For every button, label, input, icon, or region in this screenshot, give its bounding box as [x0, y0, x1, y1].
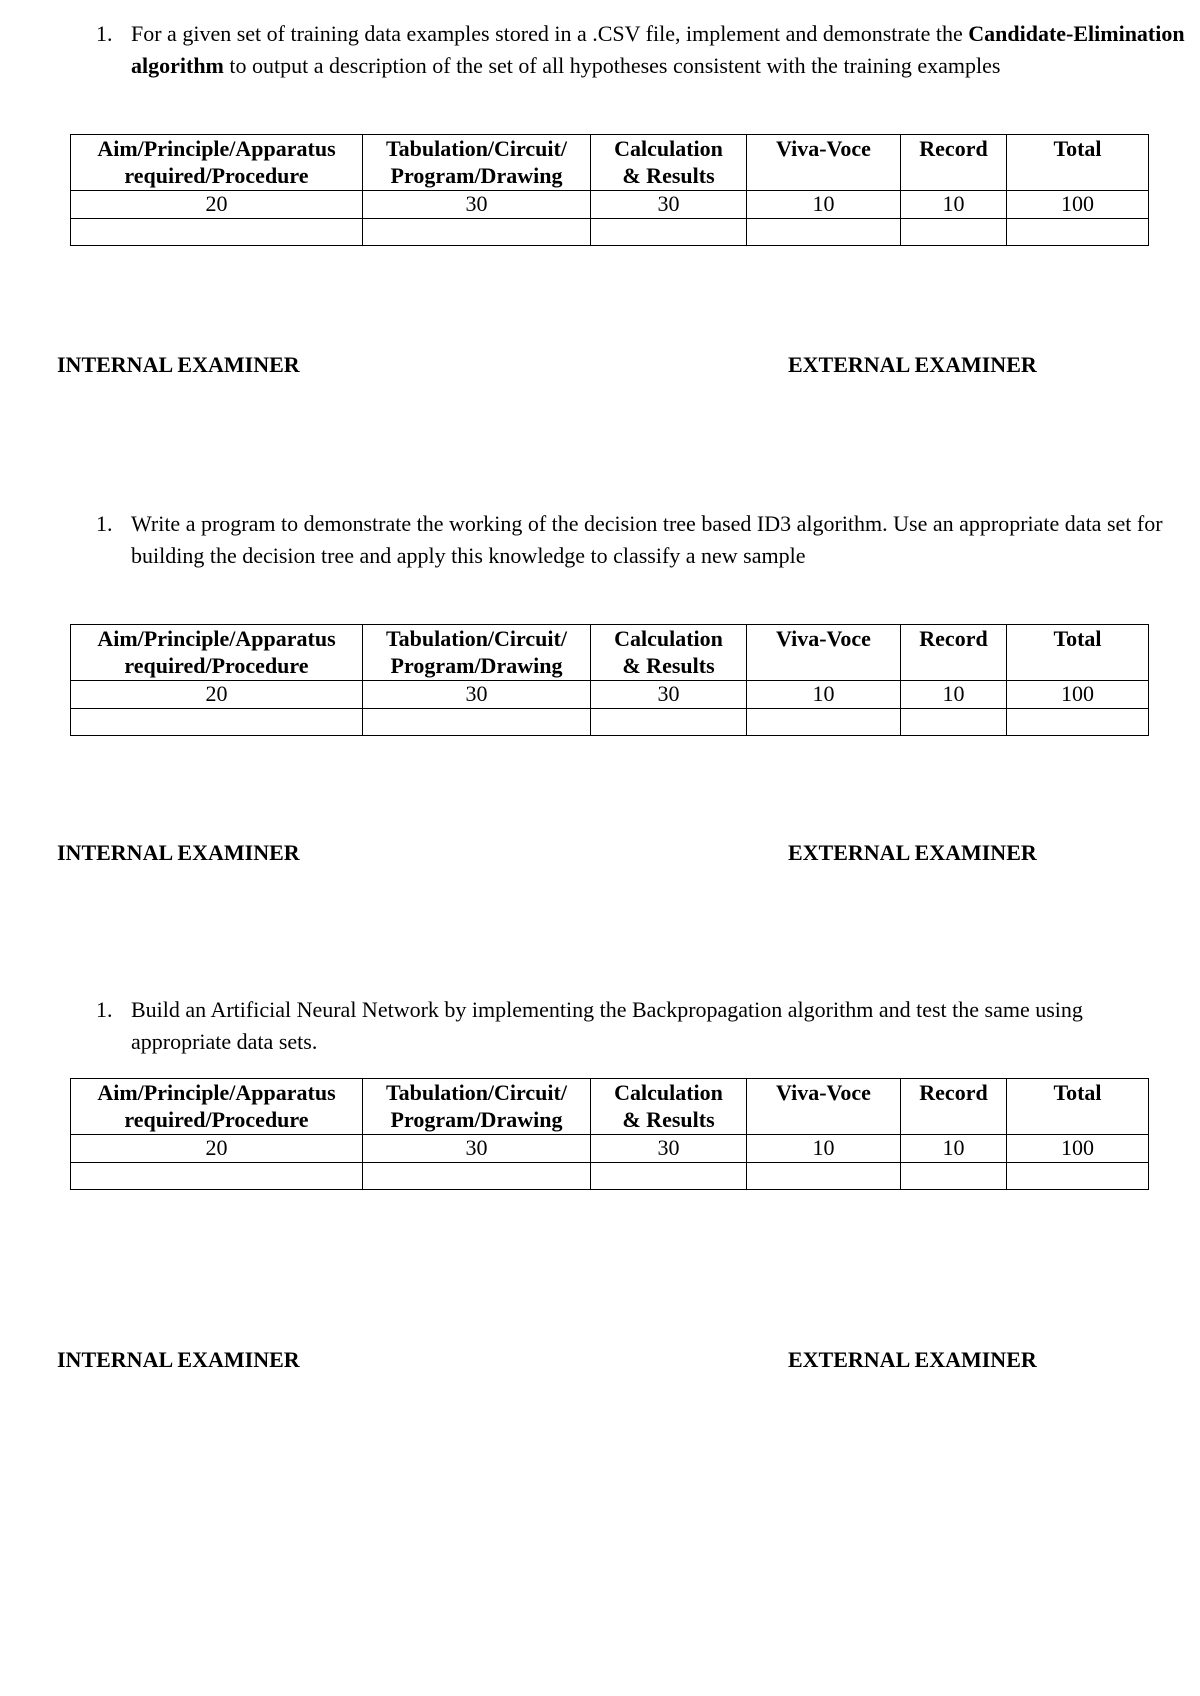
table-max-marks-row — [71, 681, 1149, 709]
header-cell: Total — [1007, 625, 1149, 681]
question-number: 1. — [96, 21, 113, 46]
internal-examiner-label: INTERNAL EXAMINER — [57, 840, 300, 865]
table-cell: 30 — [363, 681, 591, 709]
table-blank-row — [71, 1163, 1149, 1190]
question-text — [131, 18, 1186, 82]
table-cell: 10 — [747, 1135, 901, 1163]
table-cell — [363, 709, 591, 736]
table-cell: 30 — [363, 1135, 591, 1163]
table-header-row — [71, 1079, 1149, 1135]
header-cell: Calculation & Results — [591, 1079, 747, 1135]
table-cell — [1007, 709, 1149, 736]
table-cell — [901, 1163, 1007, 1190]
table-blank-row — [71, 219, 1149, 246]
table-cell: 10 — [901, 1135, 1007, 1163]
header-cell: Record — [901, 1079, 1007, 1135]
table-header-row — [71, 625, 1149, 681]
header-cell: Viva-Voce — [747, 1079, 901, 1135]
table-cell — [363, 219, 591, 246]
table-header-row — [71, 135, 1149, 191]
question-number: 1. — [96, 511, 113, 536]
question-number: 1. — [96, 997, 113, 1022]
table-cell: 100 — [1007, 191, 1149, 219]
question-text: Write a program to demonstrate the working of the decision tree based ID3 algorithm. Use an appropriate data set for building the decision tree and apply this knowledge to classify a new sample — [131, 511, 1163, 568]
table-cell: 10 — [901, 681, 1007, 709]
header-cell: Aim/Principle/Apparatus required/Procedure — [71, 1079, 363, 1135]
header-cell: Viva-Voce — [747, 135, 901, 191]
table-cell: 10 — [901, 191, 1007, 219]
table-cell — [747, 709, 901, 736]
marks-table — [70, 134, 1149, 246]
internal-examiner-label: INTERNAL EXAMINER — [57, 1347, 300, 1372]
internal-examiner-label: INTERNAL EXAMINER — [57, 352, 300, 377]
external-examiner-label: EXTERNAL EXAMINER — [788, 1347, 1037, 1372]
question-text-plain: For a given set of training data examples stored in a .CSV file, implement and demonstrate the — [131, 21, 969, 46]
question-text-rest: to output a description of the set of all hypotheses consistent with the training examples — [223, 53, 1001, 78]
table-cell: 30 — [363, 191, 591, 219]
external-examiner-label: EXTERNAL EXAMINER — [788, 352, 1037, 377]
marks-table — [70, 624, 1149, 736]
table-cell — [363, 1163, 591, 1190]
table-cell: 10 — [747, 681, 901, 709]
header-cell: Total — [1007, 1079, 1149, 1135]
table-cell — [747, 1163, 901, 1190]
table-cell: 100 — [1007, 1135, 1149, 1163]
table-cell: 100 — [1007, 681, 1149, 709]
header-cell: Aim/Principle/Apparatus required/Procedure — [71, 135, 363, 191]
external-examiner-label: EXTERNAL EXAMINER — [788, 840, 1037, 865]
table-max-marks-row — [71, 191, 1149, 219]
table-cell — [1007, 219, 1149, 246]
table-cell — [71, 709, 363, 736]
table-cell: 30 — [591, 1135, 747, 1163]
table-cell — [901, 219, 1007, 246]
header-cell: Aim/Principle/Apparatus required/Procedure — [71, 625, 363, 681]
header-cell: Viva-Voce — [747, 625, 901, 681]
table-max-marks-row — [71, 1135, 1149, 1163]
table-blank-row — [71, 709, 1149, 736]
header-cell: Tabulation/Circuit/ Program/Drawing — [363, 1079, 591, 1135]
header-cell: Total — [1007, 135, 1149, 191]
table-cell: 20 — [71, 1135, 363, 1163]
table-cell: 30 — [591, 191, 747, 219]
marks-table — [70, 1078, 1149, 1190]
table-cell: 30 — [591, 681, 747, 709]
table-cell: 20 — [71, 191, 363, 219]
header-cell: Calculation & Results — [591, 135, 747, 191]
table-cell — [591, 219, 747, 246]
table-cell — [591, 709, 747, 736]
header-cell: Tabulation/Circuit/ Program/Drawing — [363, 135, 591, 191]
table-cell — [71, 219, 363, 246]
table-cell — [747, 219, 901, 246]
header-cell: Record — [901, 135, 1007, 191]
table-cell — [901, 709, 1007, 736]
table-cell — [1007, 1163, 1149, 1190]
table-cell — [591, 1163, 747, 1190]
table-cell: 20 — [71, 681, 363, 709]
header-cell: Record — [901, 625, 1007, 681]
table-cell — [71, 1163, 363, 1190]
question-text: Build an Artificial Neural Network by implementing the Backpropagation algorithm and test the same using appropriate data sets. — [131, 997, 1083, 1054]
question-text-bold: Candidate-Elimination algorithm — [131, 21, 1185, 78]
header-cell: Calculation & Results — [591, 625, 747, 681]
header-cell: Tabulation/Circuit/ Program/Drawing — [363, 625, 591, 681]
table-cell: 10 — [747, 191, 901, 219]
